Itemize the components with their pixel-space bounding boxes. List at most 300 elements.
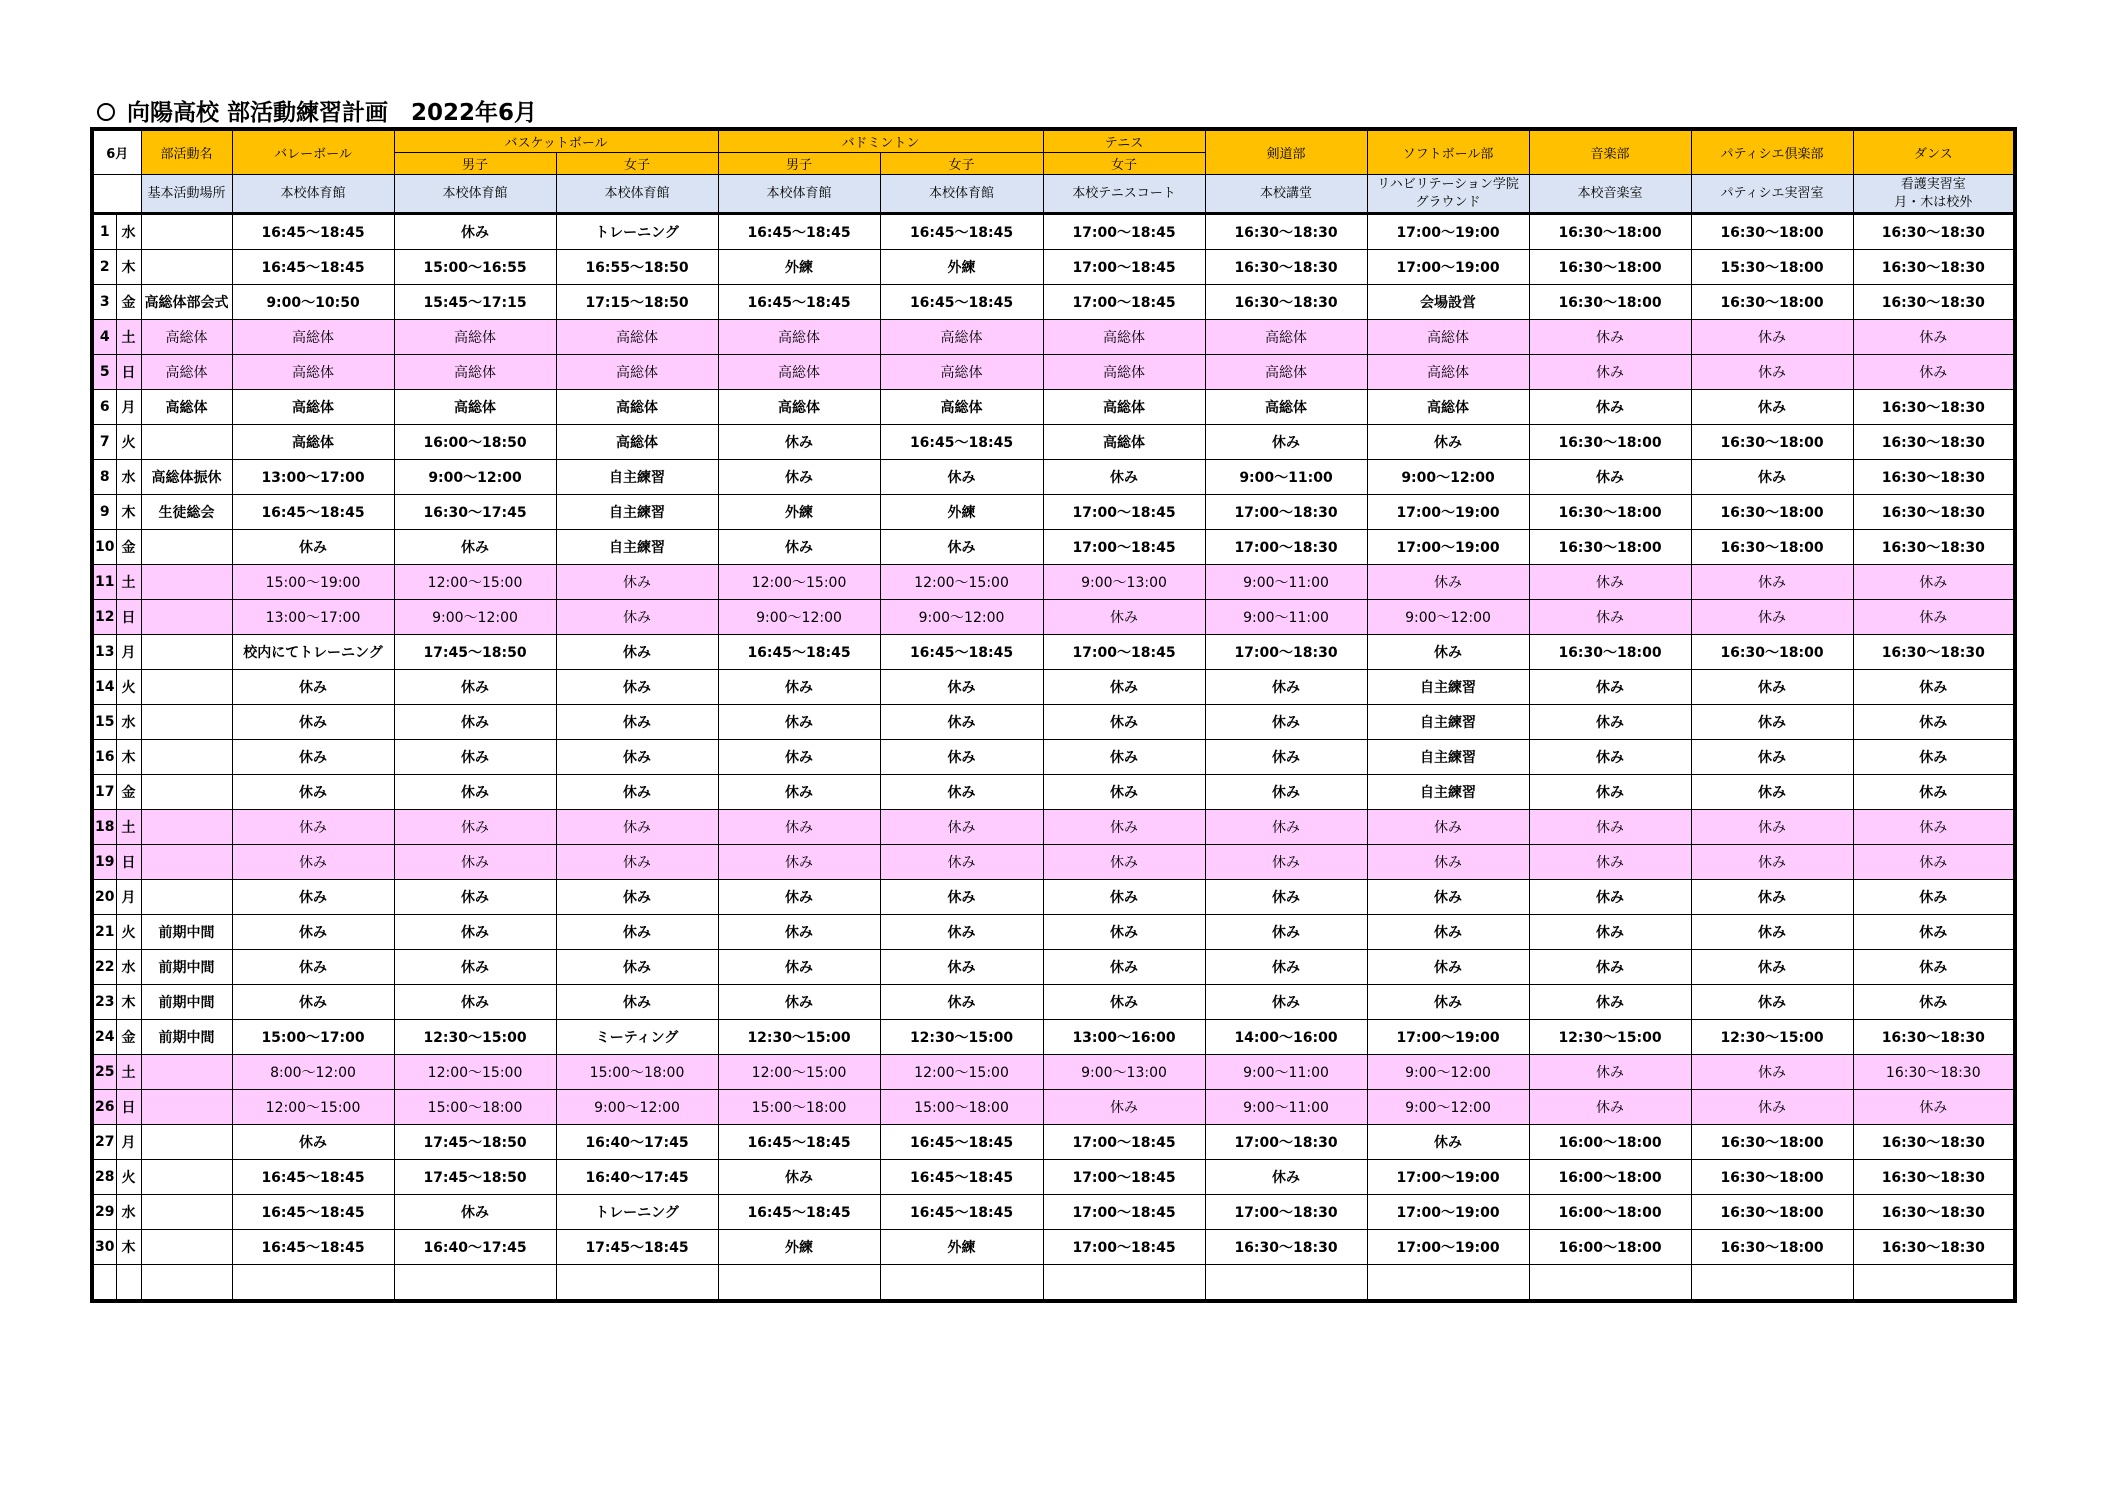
schedule-row <box>92 565 2015 600</box>
event-note <box>141 1125 232 1160</box>
basketball-girls: 女子 <box>556 153 718 175</box>
schedule-cell: 休み <box>1043 460 1205 495</box>
schedule-cell: 休み <box>1853 810 2015 845</box>
event-note <box>141 1230 232 1265</box>
schedule-cell: 休み <box>1529 390 1691 425</box>
schedule-cell: 休み <box>232 915 394 950</box>
event-note <box>141 214 232 250</box>
schedule-cell: 16:30～18:30 <box>1853 214 2015 250</box>
schedule-cell: 高総体 <box>1043 320 1205 355</box>
schedule-cell: 16:30～18:00 <box>1529 495 1691 530</box>
schedule-cell: 外練 <box>880 495 1043 530</box>
schedule-cell: 15:00～19:00 <box>232 565 394 600</box>
schedule-cell: 休み <box>394 985 556 1020</box>
schedule-cell: 高総体 <box>880 390 1043 425</box>
schedule-cell: 休み <box>1529 915 1691 950</box>
venue-dance-line1: 看護実習室 <box>1900 176 1966 192</box>
schedule-cell: 休み <box>1853 880 2015 915</box>
weekday: 金 <box>116 285 141 320</box>
schedule-cell: 休み <box>718 530 880 565</box>
schedule-cell: 高総体 <box>394 390 556 425</box>
schedule-cell: 16:40～17:45 <box>394 1230 556 1265</box>
schedule-cell: 16:00～18:00 <box>1529 1125 1691 1160</box>
schedule-cell: 休み <box>556 635 718 670</box>
event-note: 前期中間 <box>141 950 232 985</box>
schedule-cell: 9:00～11:00 <box>1205 1055 1367 1090</box>
schedule-cell: 高総体 <box>1367 320 1529 355</box>
schedule-cell: 休み <box>1853 915 2015 950</box>
schedule-cell: 12:30～15:00 <box>394 1020 556 1055</box>
venue-dance <box>1853 175 2015 214</box>
document-title <box>97 96 537 130</box>
schedule-cell: 自主練習 <box>556 460 718 495</box>
schedule-cell: 16:30～18:30 <box>1853 285 2015 320</box>
schedule-cell: 自主練習 <box>556 530 718 565</box>
schedule-cell: 16:45～18:45 <box>880 635 1043 670</box>
day-number: 29 <box>92 1195 116 1230</box>
club-patissier: パティシエ倶楽部 <box>1691 129 1853 175</box>
schedule-cell: 休み <box>718 705 880 740</box>
schedule-cell: 休み <box>394 810 556 845</box>
schedule-cell: 休み <box>1043 775 1205 810</box>
day-number: 7 <box>92 425 116 460</box>
schedule-cell: 高総体 <box>1205 390 1367 425</box>
venue-music: 本校音楽室 <box>1529 175 1691 214</box>
schedule-cell: 17:00～18:45 <box>1043 530 1205 565</box>
day-number: 25 <box>92 1055 116 1090</box>
schedule-cell: 休み <box>232 705 394 740</box>
event-note: 高総体部会式 <box>141 285 232 320</box>
schedule-cell: 17:00～18:30 <box>1205 495 1367 530</box>
schedule-cell: 17:00～18:45 <box>1043 635 1205 670</box>
schedule-cell: 休み <box>1205 845 1367 880</box>
schedule-cell: 休み <box>1853 985 2015 1020</box>
schedule-cell: 17:00～18:45 <box>1043 1230 1205 1265</box>
schedule-cell: 休み <box>1853 600 2015 635</box>
event-note <box>141 845 232 880</box>
schedule-cell: 休み <box>1043 810 1205 845</box>
tennis-girls: 女子 <box>1043 153 1205 175</box>
schedule-cell: 16:30～18:30 <box>1853 1230 2015 1265</box>
schedule-cell: 休み <box>880 950 1043 985</box>
weekday: 木 <box>116 495 141 530</box>
schedule-cell: 16:30～18:00 <box>1529 250 1691 285</box>
schedule-cell: 16:45～18:45 <box>718 1125 880 1160</box>
weekday: 月 <box>116 390 141 425</box>
venue-basketball-girls: 本校体育館 <box>556 175 718 214</box>
schedule-cell: 休み <box>718 845 880 880</box>
venue-softball <box>1367 175 1529 214</box>
schedule-cell: 高総体 <box>718 390 880 425</box>
weekday: 水 <box>116 460 141 495</box>
schedule-cell: 16:30～18:00 <box>1691 1125 1853 1160</box>
schedule-cell: 休み <box>394 880 556 915</box>
schedule-cell: 9:00～12:00 <box>394 460 556 495</box>
schedule-cell: 休み <box>1367 810 1529 845</box>
schedule-cell: 8:00～12:00 <box>232 1055 394 1090</box>
club-music: 音楽部 <box>1529 129 1691 175</box>
day-number: 30 <box>92 1230 116 1265</box>
schedule-cell: 16:55～18:50 <box>556 250 718 285</box>
weekday: 水 <box>116 1195 141 1230</box>
schedule-cell: 自主練習 <box>1367 670 1529 705</box>
schedule-row <box>92 390 2015 425</box>
badminton-boys: 男子 <box>718 153 880 175</box>
schedule-cell: 15:00～17:00 <box>232 1020 394 1055</box>
schedule-cell: 休み <box>1691 1055 1853 1090</box>
weekday: 木 <box>116 985 141 1020</box>
schedule-cell: トレーニング <box>556 1195 718 1230</box>
schedule-cell: 休み <box>1529 460 1691 495</box>
schedule-cell: 休み <box>394 740 556 775</box>
schedule-cell: 校内にてトレーニング <box>232 635 394 670</box>
schedule-cell: 休み <box>556 985 718 1020</box>
day-number: 1 <box>92 214 116 250</box>
event-note <box>141 565 232 600</box>
schedule-cell: 休み <box>556 810 718 845</box>
schedule-cell: 休み <box>556 775 718 810</box>
schedule-cell <box>1367 1265 1529 1302</box>
schedule-cell: 17:00～18:45 <box>1043 214 1205 250</box>
schedule-cell: 休み <box>1529 950 1691 985</box>
schedule-cell: 12:30～15:00 <box>880 1020 1043 1055</box>
weekday: 月 <box>116 1125 141 1160</box>
day-number: 16 <box>92 740 116 775</box>
schedule-cell: 高総体 <box>1043 425 1205 460</box>
schedule-cell: 16:30～18:30 <box>1205 285 1367 320</box>
schedule-cell <box>556 1265 718 1302</box>
schedule-cell: 休み <box>718 1160 880 1195</box>
schedule-cell: 17:00～19:00 <box>1367 1020 1529 1055</box>
schedule-cell: 休み <box>1691 320 1853 355</box>
schedule-row <box>92 285 2015 320</box>
schedule-cell: 休み <box>1529 845 1691 880</box>
schedule-cell: 休み <box>394 845 556 880</box>
schedule-cell: 16:45～18:45 <box>718 1195 880 1230</box>
schedule-row <box>92 250 2015 285</box>
schedule-cell: 休み <box>232 775 394 810</box>
schedule-cell: 高総体 <box>232 355 394 390</box>
schedule-cell: 休み <box>880 775 1043 810</box>
schedule-cell: 休み <box>718 460 880 495</box>
schedule-row <box>92 1055 2015 1090</box>
schedule-cell: 16:30～18:30 <box>1205 250 1367 285</box>
schedule-cell: 休み <box>1205 1160 1367 1195</box>
schedule-cell: 16:30～18:00 <box>1529 635 1691 670</box>
schedule-cell: 16:45～18:45 <box>232 1195 394 1230</box>
schedule-cell: 休み <box>1691 460 1853 495</box>
schedule-cell: 9:00～13:00 <box>1043 1055 1205 1090</box>
schedule-cell: 16:45～18:45 <box>880 1160 1043 1195</box>
schedule-cell: 休み <box>1205 670 1367 705</box>
schedule-cell: 休み <box>1529 705 1691 740</box>
event-note: 高総体 <box>141 355 232 390</box>
schedule-cell: 休み <box>394 1195 556 1230</box>
schedule-cell: 12:30～15:00 <box>1691 1020 1853 1055</box>
schedule-cell: 休み <box>1691 915 1853 950</box>
schedule-cell: 休み <box>1529 985 1691 1020</box>
schedule-cell: 高総体 <box>1367 355 1529 390</box>
event-note <box>141 600 232 635</box>
schedule-cell: 16:30～18:00 <box>1529 530 1691 565</box>
club-tennis: テニス <box>1043 129 1205 153</box>
schedule-cell: 16:30～18:00 <box>1529 285 1691 320</box>
schedule-cell: 9:00～11:00 <box>1205 600 1367 635</box>
schedule-row <box>92 320 2015 355</box>
schedule-cell: 休み <box>880 985 1043 1020</box>
schedule-cell: 休み <box>1205 950 1367 985</box>
schedule-cell: 休み <box>1691 705 1853 740</box>
schedule-cell: 休み <box>556 845 718 880</box>
event-note <box>141 810 232 845</box>
schedule-cell: 休み <box>394 775 556 810</box>
weekday: 日 <box>116 355 141 390</box>
schedule-cell: 14:00～16:00 <box>1205 1020 1367 1055</box>
schedule-cell: 16:30～18:30 <box>1853 1125 2015 1160</box>
schedule-cell: 9:00～11:00 <box>1205 460 1367 495</box>
event-note <box>141 740 232 775</box>
schedule-cell: 16:30～18:30 <box>1853 1195 2015 1230</box>
event-note <box>141 1090 232 1125</box>
schedule-cell: 16:00～18:00 <box>1529 1160 1691 1195</box>
schedule-cell <box>1529 1265 1691 1302</box>
schedule-row <box>92 1090 2015 1125</box>
weekday: 木 <box>116 250 141 285</box>
schedule-row <box>92 495 2015 530</box>
day-number: 13 <box>92 635 116 670</box>
event-note: 前期中間 <box>141 985 232 1020</box>
schedule-cell: 休み <box>1691 810 1853 845</box>
schedule-cell: 休み <box>232 985 394 1020</box>
schedule-cell: 休み <box>394 530 556 565</box>
schedule-cell: 16:30～17:45 <box>394 495 556 530</box>
schedule-cell: 休み <box>718 670 880 705</box>
schedule-cell: 休み <box>1043 670 1205 705</box>
weekday: 金 <box>116 530 141 565</box>
schedule-cell: 休み <box>880 880 1043 915</box>
schedule-cell: 休み <box>1367 915 1529 950</box>
schedule-cell: 休み <box>1853 950 2015 985</box>
weekday: 土 <box>116 810 141 845</box>
weekday: 土 <box>116 1055 141 1090</box>
schedule-cell: 休み <box>880 670 1043 705</box>
schedule-cell: 16:00～18:00 <box>1529 1230 1691 1265</box>
schedule-cell: 休み <box>1043 915 1205 950</box>
schedule-cell: 9:00～12:00 <box>556 1090 718 1125</box>
schedule-cell: 16:30～18:30 <box>1853 460 2015 495</box>
schedule-cell: 休み <box>1043 880 1205 915</box>
schedule-cell: 休み <box>1205 880 1367 915</box>
day-number: 18 <box>92 810 116 845</box>
schedule-cell: 16:30～18:30 <box>1853 1020 2015 1055</box>
header-row-venues <box>92 175 2015 214</box>
schedule-cell: 16:30～18:00 <box>1691 495 1853 530</box>
schedule-cell: 休み <box>1205 775 1367 810</box>
schedule-cell: 休み <box>1529 775 1691 810</box>
schedule-cell: 休み <box>556 600 718 635</box>
schedule-cell: 休み <box>718 985 880 1020</box>
schedule-cell: 休み <box>1691 845 1853 880</box>
month-label-spacer <box>92 175 141 214</box>
event-note <box>141 1195 232 1230</box>
schedule-cell: 17:00～19:00 <box>1367 1230 1529 1265</box>
schedule-row <box>92 1265 2015 1302</box>
schedule-cell: 休み <box>1853 355 2015 390</box>
club-basketball: バスケットボール <box>394 129 718 153</box>
schedule-cell: 16:45～18:45 <box>232 1230 394 1265</box>
schedule-cell: 9:00～11:00 <box>1205 1090 1367 1125</box>
event-note: 前期中間 <box>141 915 232 950</box>
schedule-cell: 16:30～18:00 <box>1691 530 1853 565</box>
schedule-cell: 外練 <box>718 250 880 285</box>
schedule-cell: 休み <box>1529 1055 1691 1090</box>
schedule-cell: 休み <box>232 740 394 775</box>
schedule-cell: 16:45～18:45 <box>880 1195 1043 1230</box>
schedule-cell: 16:30～18:30 <box>1853 495 2015 530</box>
venue-label: 基本活動場所 <box>141 175 232 214</box>
weekday: 土 <box>116 565 141 600</box>
venue-softball-line2: グラウンド <box>1415 194 1481 210</box>
weekday: 火 <box>116 425 141 460</box>
weekday <box>116 1265 141 1302</box>
schedule-cell: 9:00～12:00 <box>1367 460 1529 495</box>
badminton-girls: 女子 <box>880 153 1043 175</box>
schedule-cell: 12:00～15:00 <box>394 565 556 600</box>
schedule-cell: 16:30～18:30 <box>1205 214 1367 250</box>
schedule-cell: 17:00～19:00 <box>1367 1160 1529 1195</box>
schedule-cell: 休み <box>1043 950 1205 985</box>
schedule-cell <box>1853 1265 2015 1302</box>
schedule-cell: 17:00～19:00 <box>1367 250 1529 285</box>
club-softball: ソフトボール部 <box>1367 129 1529 175</box>
event-note: 高総体 <box>141 390 232 425</box>
schedule-cell: 16:45～18:45 <box>718 214 880 250</box>
schedule-cell: 休み <box>1529 670 1691 705</box>
schedule-cell: 16:30～18:30 <box>1853 530 2015 565</box>
schedule-cell: 15:00～18:00 <box>718 1090 880 1125</box>
schedule-cell: 休み <box>1691 880 1853 915</box>
header-row-clubs <box>92 129 2015 153</box>
schedule-cell: 16:30～18:00 <box>1691 635 1853 670</box>
schedule-cell: 16:45～18:45 <box>718 635 880 670</box>
day-number: 14 <box>92 670 116 705</box>
event-note <box>141 775 232 810</box>
schedule-cell: 17:00～19:00 <box>1367 214 1529 250</box>
club-dance: ダンス <box>1853 129 2015 175</box>
schedule-row <box>92 1160 2015 1195</box>
schedule-cell: 17:00～18:45 <box>1043 1160 1205 1195</box>
day-number: 8 <box>92 460 116 495</box>
schedule-cell: 高総体 <box>556 425 718 460</box>
schedule-cell: 休み <box>1853 740 2015 775</box>
schedule-cell: 休み <box>232 880 394 915</box>
schedule-cell: 16:40～17:45 <box>556 1125 718 1160</box>
schedule-cell: 休み <box>556 705 718 740</box>
schedule-cell: 17:00～18:30 <box>1205 530 1367 565</box>
schedule-cell: 休み <box>1691 775 1853 810</box>
venue-kendo: 本校講堂 <box>1205 175 1367 214</box>
schedule-cell: 高総体 <box>556 390 718 425</box>
schedule-cell: 休み <box>1529 600 1691 635</box>
schedule-row <box>92 635 2015 670</box>
schedule-row <box>92 740 2015 775</box>
schedule-cell <box>1043 1265 1205 1302</box>
weekday: 水 <box>116 705 141 740</box>
event-note <box>141 705 232 740</box>
schedule-row <box>92 214 2015 250</box>
schedule-cell: 9:00～10:50 <box>232 285 394 320</box>
schedule-cell: 17:00～18:45 <box>1043 1125 1205 1160</box>
schedule-cell: 高総体 <box>718 355 880 390</box>
schedule-cell: 高総体 <box>394 355 556 390</box>
event-note: 前期中間 <box>141 1020 232 1055</box>
schedule-row <box>92 950 2015 985</box>
schedule-cell: 休み <box>718 810 880 845</box>
schedule-cell: 休み <box>1205 915 1367 950</box>
schedule-cell: 休み <box>232 1125 394 1160</box>
schedule-cell: 休み <box>1529 880 1691 915</box>
event-note: 高総体振休 <box>141 460 232 495</box>
venue-patissier: パティシエ実習室 <box>1691 175 1853 214</box>
day-number: 2 <box>92 250 116 285</box>
schedule-cell: 9:00～12:00 <box>880 600 1043 635</box>
schedule-cell <box>718 1265 880 1302</box>
event-note: 高総体 <box>141 320 232 355</box>
schedule-cell: 16:30～18:30 <box>1853 250 2015 285</box>
weekday: 月 <box>116 880 141 915</box>
schedule-cell: 12:00～15:00 <box>880 1055 1043 1090</box>
schedule-cell: 休み <box>1367 635 1529 670</box>
schedule-cell: 16:45～18:45 <box>880 1125 1043 1160</box>
schedule-row <box>92 810 2015 845</box>
schedule-cell: 休み <box>1043 705 1205 740</box>
schedule-cell: 16:40～17:45 <box>556 1160 718 1195</box>
schedule-cell: 高総体 <box>556 320 718 355</box>
weekday: 火 <box>116 670 141 705</box>
schedule-cell: 15:00～18:00 <box>394 1090 556 1125</box>
event-note <box>141 1160 232 1195</box>
schedule-cell: 12:00～15:00 <box>718 1055 880 1090</box>
schedule-cell: 休み <box>1853 775 2015 810</box>
venue-softball-line1: リハビリテーション学院 <box>1377 176 1519 192</box>
club-volleyball: バレーボール <box>232 129 394 175</box>
weekday: 日 <box>116 845 141 880</box>
schedule-cell: 休み <box>1529 320 1691 355</box>
venue-dance-line2: 月・木は校外 <box>1894 194 1973 210</box>
schedule-cell: 高総体 <box>880 355 1043 390</box>
day-number: 11 <box>92 565 116 600</box>
schedule-cell: 9:00～12:00 <box>1367 600 1529 635</box>
day-number: 4 <box>92 320 116 355</box>
schedule-row <box>92 1020 2015 1055</box>
schedule-cell: 休み <box>1691 740 1853 775</box>
schedule-cell: 休み <box>1691 1090 1853 1125</box>
schedule-cell: 17:45～18:50 <box>394 1160 556 1195</box>
schedule-cell: 休み <box>1367 565 1529 600</box>
schedule-cell: 外練 <box>718 1230 880 1265</box>
day-number <box>92 1265 116 1302</box>
schedule-cell: 16:30～18:30 <box>1205 1230 1367 1265</box>
schedule-cell: 休み <box>718 775 880 810</box>
schedule-cell: 休み <box>556 670 718 705</box>
schedule-cell: 休み <box>1367 985 1529 1020</box>
day-number: 6 <box>92 390 116 425</box>
event-note <box>141 1055 232 1090</box>
schedule-cell: 17:15～18:50 <box>556 285 718 320</box>
schedule-cell: 12:00～15:00 <box>718 565 880 600</box>
weekday: 火 <box>116 915 141 950</box>
schedule-cell: 高総体 <box>880 320 1043 355</box>
